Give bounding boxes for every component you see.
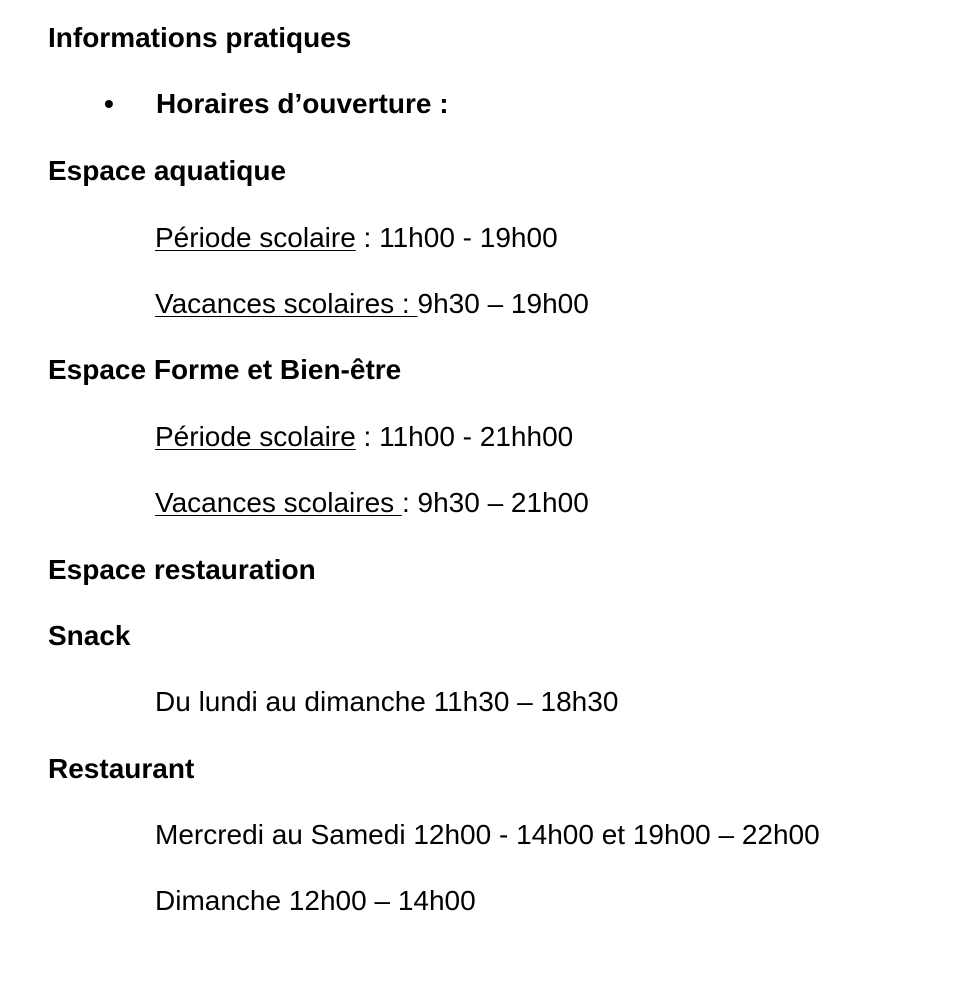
snack-hours: Du lundi au dimanche 11h30 – 18h30 [155, 686, 619, 717]
holidays-label: Vacances scolaires [155, 487, 402, 518]
section-heading-forme: Espace Forme et Bien-être [48, 354, 402, 385]
restaurant-hours-sunday: Dimanche 12h00 – 14h00 [155, 885, 476, 916]
school-period-label: Période scolaire [155, 222, 356, 253]
bullet-icon: • [104, 88, 114, 119]
school-period-hours: : 11h00 - 19h00 [355, 222, 558, 253]
section-heading-restauration: Espace restauration [48, 554, 316, 585]
subsection-heading-snack: Snack [48, 620, 131, 651]
page-title: Informations pratiques [48, 22, 352, 53]
restaurant-hours-weekdays: Mercredi au Samedi 12h00 - 14h00 et 19h00 – 22h00 [155, 819, 820, 850]
holidays-hours: 9h30 – 19h00 [417, 288, 589, 319]
aquatique-school-period [155, 221, 558, 255]
opening-hours-bullet [104, 87, 449, 121]
school-period-label: Période scolaire [155, 421, 356, 452]
subsection-heading-restaurant: Restaurant [48, 753, 195, 784]
aquatique-holidays [155, 287, 589, 321]
school-period-hours: : 11h00 - 21hh00 [355, 421, 574, 452]
holidays-hours: : 9h30 – 21h00 [401, 487, 589, 518]
section-heading-aquatique: Espace aquatique [48, 155, 287, 186]
forme-holidays [155, 486, 589, 520]
forme-school-period [155, 420, 573, 454]
holidays-label: Vacances scolaires : [155, 288, 418, 319]
opening-hours-label: Horaires d’ouverture : [156, 88, 449, 119]
